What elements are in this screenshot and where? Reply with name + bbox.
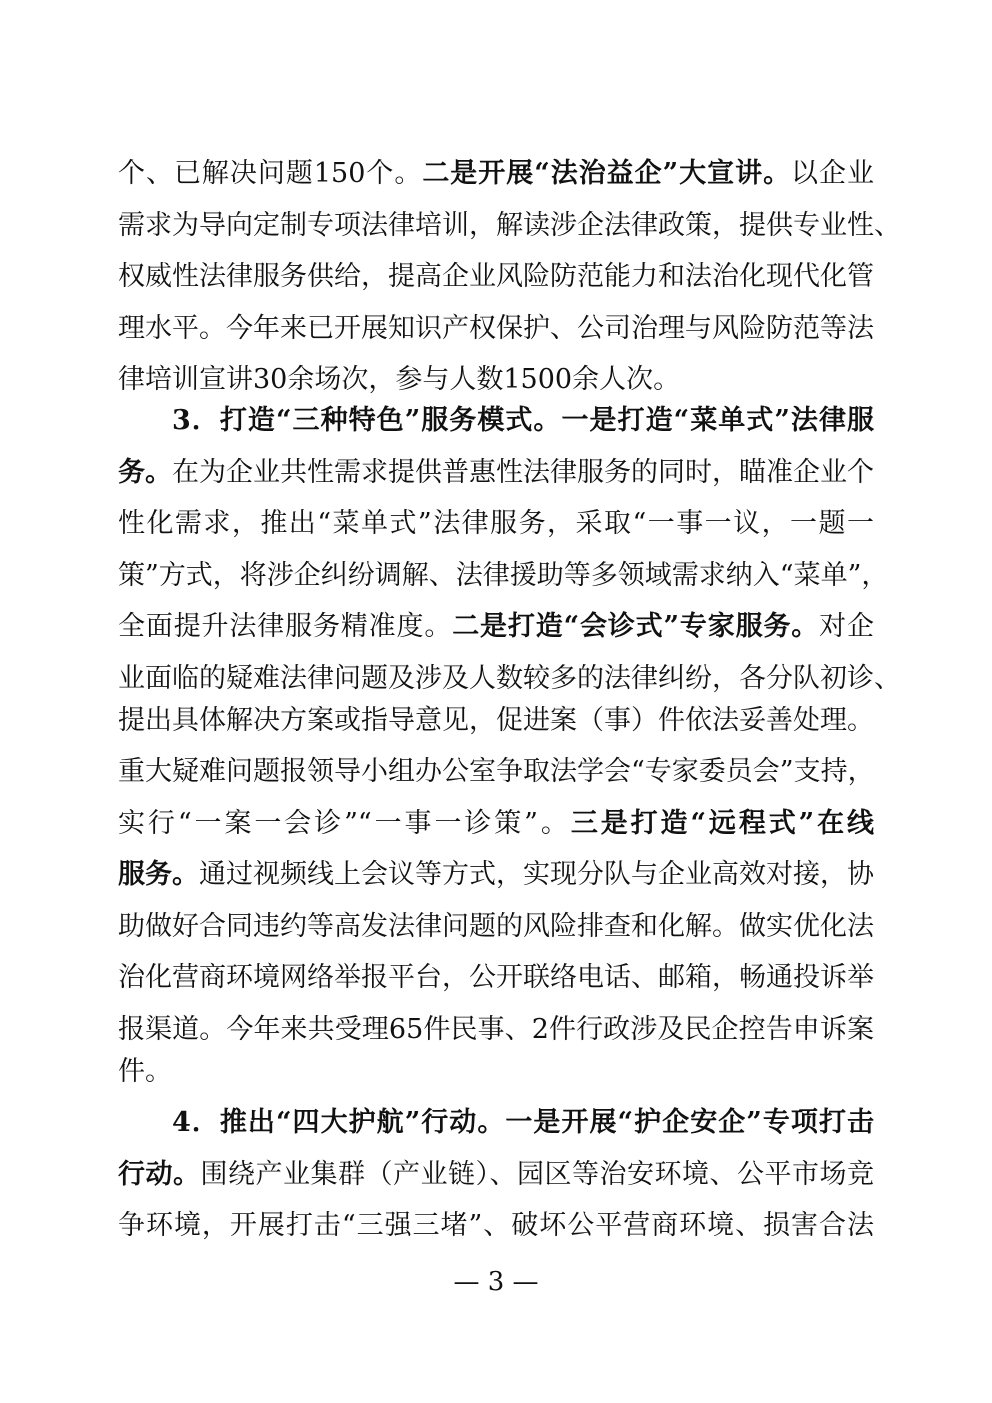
text-line-8 — [118, 504, 874, 544]
text-run: 性化需求，推出“菜单式”法律服务，采取“一事一议，一题一 — [118, 508, 874, 539]
text-line-6 — [172, 401, 874, 441]
text-line-5 — [118, 360, 874, 400]
text-run: 权威性法律服务供给，提高企业风险防范能力和法治化现代化管 — [118, 261, 874, 292]
text-run: 围绕产业集群（产业链）、园区等治安环境、公平市场竞 — [200, 1159, 874, 1190]
text-run: 以企业 — [791, 158, 874, 189]
text-run: 业面临的疑难法律问题及涉及人数较多的法律纠纷，各分队初诊、 — [118, 663, 901, 694]
text-line-17 — [118, 958, 874, 998]
text-run: 提出具体解决方案或指导意见，促进案（事）件依法妥善处理。 — [118, 705, 874, 736]
text-line-19 — [118, 1052, 874, 1092]
text-line-20 — [172, 1103, 874, 1143]
bold-heading-run: 行动。 — [118, 1159, 201, 1190]
bold-heading-run: 一是开展“护企安企”专项打击 — [505, 1107, 874, 1138]
text-run: 律培训宣讲30余场次，参与人数1500余人次。 — [118, 364, 681, 395]
bold-heading-run: 三是打造“远程式”在线 — [570, 808, 874, 839]
text-run: 助做好合同违约等高发法律问题的风险排查和化解。做实优化法 — [118, 911, 874, 942]
bold-heading-run: 二是开展“法治益企”大宣讲。 — [422, 158, 792, 189]
text-run: 策”方式，将涉企纠纷调解、法律援助等多领域需求纳入“菜单”， — [118, 560, 889, 591]
text-line-9 — [118, 556, 889, 596]
text-line-4 — [118, 309, 874, 349]
bold-heading-run: 服务。 — [118, 859, 199, 890]
text-line-22 — [118, 1206, 874, 1246]
text-run: 通过视频线上会议等方式，实现分队与企业高效对接，协 — [199, 859, 874, 890]
text-run: 件。 — [118, 1056, 172, 1087]
section-heading: 3．打造“三种特色”服务模式。 — [172, 405, 562, 436]
page-number: — 3 — — [453, 1267, 539, 1297]
bold-heading-run: 二是打造“会诊式”专家服务。 — [452, 611, 820, 642]
text-line-14 — [118, 804, 874, 844]
text-line-10 — [118, 607, 874, 647]
text-line-11 — [118, 659, 901, 699]
text-run: 实行“一案一会诊”“一事一诊策”。 — [118, 808, 571, 839]
bold-heading-run: 一是打造“菜单式”法律服 — [561, 405, 874, 436]
text-line-16 — [118, 907, 874, 947]
text-line-12 — [118, 701, 874, 741]
text-run: 治化营商环境网络举报平台，公开联络电话、邮箱，畅通投诉举 — [118, 962, 874, 993]
text-line-15 — [118, 855, 874, 895]
section-heading: 4．推出“四大护航”行动。 — [172, 1107, 506, 1138]
text-run: 重大疑难问题报领导小组办公室争取法学会“专家委员会”支持， — [118, 756, 875, 787]
text-run: 需求为导向定制专项法律培训，解读涉企法律政策，提供专业性、 — [118, 210, 901, 241]
text-run: 争环境，开展打击“三强三堵”、破坏公平营商环境、损害合法 — [118, 1210, 874, 1241]
text-run: 个、已解决问题150个。 — [118, 158, 423, 189]
text-line-13 — [118, 752, 874, 792]
text-run: 报渠道。今年来共受理65件民事、2件行政涉及民企控告申诉案 — [118, 1014, 874, 1045]
text-line-1 — [118, 154, 874, 194]
text-run: 全面提升法律服务精准度。 — [118, 611, 453, 642]
text-run: 对企 — [819, 611, 875, 642]
text-line-21 — [118, 1155, 874, 1195]
text-run: 理水平。今年来已开展知识产权保护、公司治理与风险防范等法 — [118, 313, 874, 344]
text-line-2 — [118, 206, 901, 246]
text-line-3 — [118, 257, 874, 297]
text-line-18 — [118, 1010, 874, 1050]
text-line-7 — [118, 453, 874, 493]
text-run: 在为企业共性需求提供普惠性法律服务的同时，瞄准企业个 — [172, 457, 874, 488]
bold-heading-run: 务。 — [118, 457, 172, 488]
